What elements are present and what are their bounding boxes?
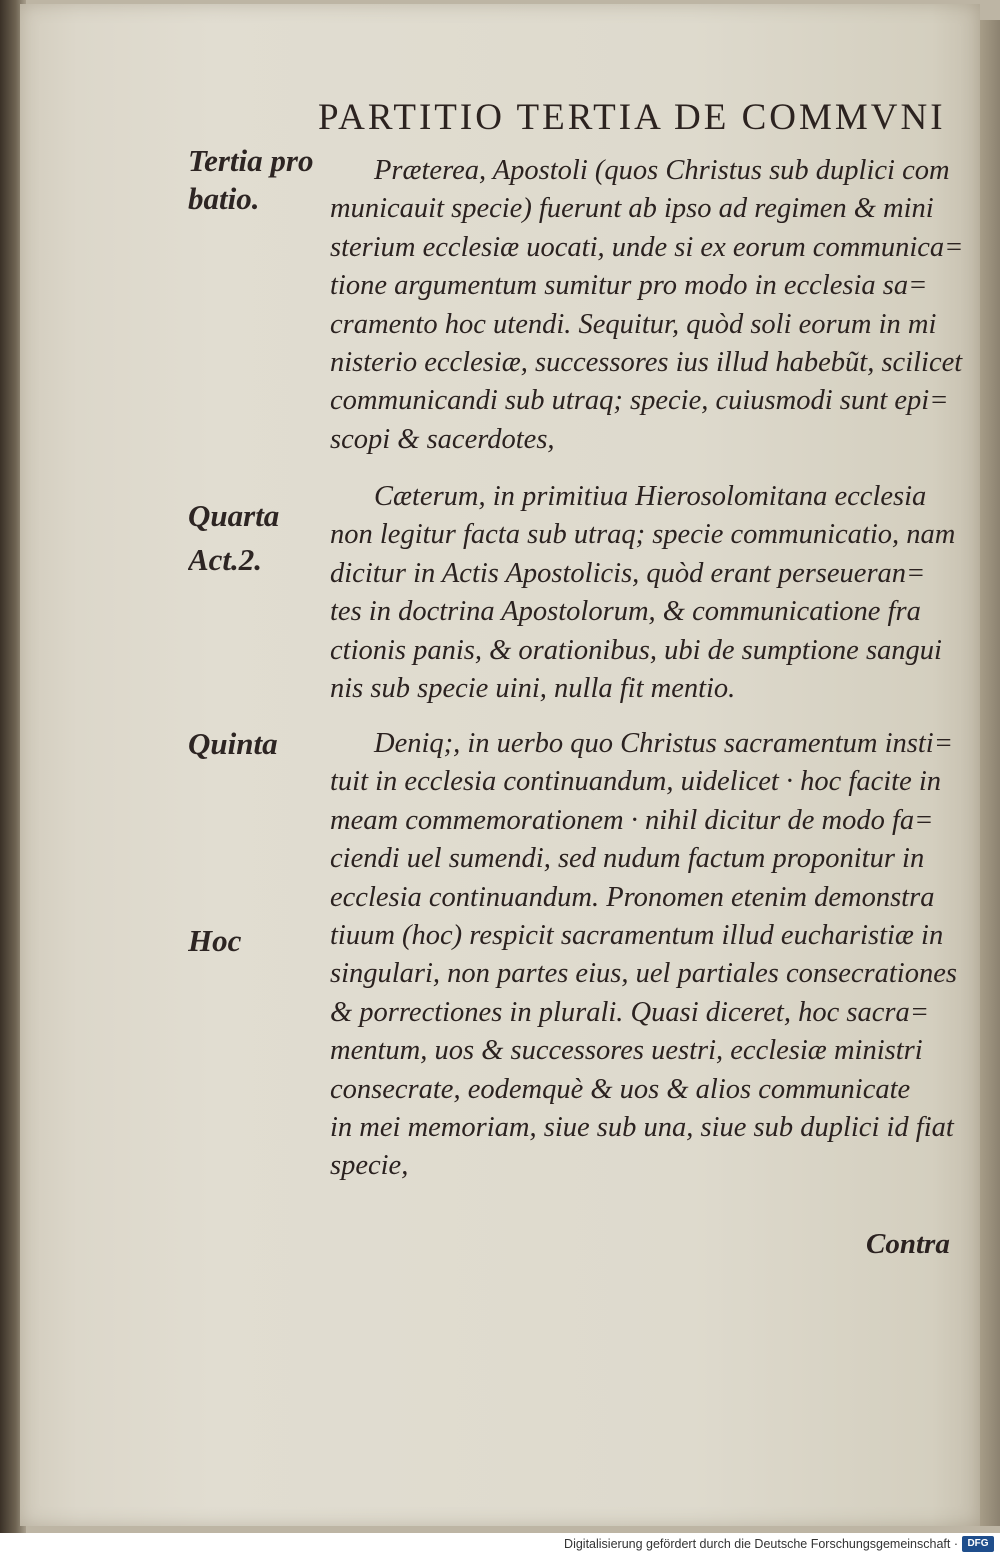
text-line: in mei memoriam, siue sub una, siue sub duplici id fiat xyxy=(330,1111,954,1143)
running-head: PARTITIO TERTIA DE COMMVNI xyxy=(318,97,946,138)
text-line: consecrate, eodemquè & uos & alios communicate xyxy=(330,1073,911,1105)
dfg-logo-icon: DFG xyxy=(962,1536,994,1552)
text-line: Deniq;, in uerbo quo Christus sacramentum insti= xyxy=(374,728,953,759)
text-line: scopi & sacerdotes, xyxy=(330,423,555,455)
margin-note-tertia xyxy=(188,142,338,218)
margin-note-line: batio. xyxy=(188,181,260,216)
text-line: sterium ecclesiæ uocati, unde si ex eorum communica= xyxy=(330,231,964,263)
page-edge xyxy=(980,20,1000,1526)
margin-note-quinta xyxy=(188,725,338,763)
margin-note-hoc xyxy=(188,922,338,960)
text-line: ctionis panis, & orationibus, ubi de sumptione sangui xyxy=(330,634,942,666)
text-line: cramento hoc utendi. Sequitur, quòd soli eorum in mi xyxy=(330,308,937,340)
text-line: communicandi sub utraq; specie, cuiusmodi sunt epi= xyxy=(330,385,949,417)
text-line: tione argumentum sumitur pro modo in ecclesia sa= xyxy=(330,270,928,302)
text-line: nisterio ecclesiæ, successores ius illud habebũt, scilicet xyxy=(330,346,963,378)
text-line: singulari, non partes eius, uel partiales consecrationes xyxy=(330,958,957,990)
text-line: non legitur facta sub utraq; specie communicatio, nam xyxy=(330,519,956,551)
paragraph-2 xyxy=(330,478,970,708)
text-line: tuit in ecclesia continuandum, uidelicet · hoc facite in xyxy=(330,766,942,798)
paragraph-1 xyxy=(330,152,970,459)
margin-note-line: Quarta xyxy=(188,498,280,533)
text-line: tiuum (hoc) respicit sacramentum illud eucharistiæ in xyxy=(330,919,944,951)
text-line: municauit specie) fuerunt ab ipso ad regimen & mini xyxy=(330,193,934,225)
text-line: dicitur in Actis Apostolicis, quòd erant perseueran= xyxy=(330,557,926,589)
text-line: ciendi uel sumendi, sed nudum factum proponitur in xyxy=(330,843,925,875)
text-line: & porrectiones in plurali. Quasi diceret, hoc sacra= xyxy=(330,996,929,1028)
text-line: Cæterum, in primitiua Hierosolomitana ecclesia xyxy=(374,481,927,512)
paragraph-3 xyxy=(330,725,970,1186)
margin-note-line: Tertia pro xyxy=(188,143,314,178)
text-line: tes in doctrina Apostolorum, & communicatione fra xyxy=(330,596,921,628)
digitization-credit: Digitalisierung gefördert durch die Deutsche Forschungsgemeinschaft · xyxy=(564,1537,958,1551)
text-line: Præterea, Apostoli (quos Christus sub duplici com xyxy=(374,155,950,186)
catchword: Contra xyxy=(866,1228,950,1260)
text-line: meam commemorationem · nihil dicitur de modo fa= xyxy=(330,804,934,836)
text-line: nis sub specie uini, nulla fit mentio. xyxy=(330,672,736,704)
margin-note-quarta xyxy=(188,497,338,579)
margin-note-line: Act.2. xyxy=(188,542,263,577)
text-line: ecclesia continuandum. Pronomen etenim demonstra xyxy=(330,881,935,913)
margin-note-line: Quinta xyxy=(188,726,278,761)
text-line: mentum, uos & successores uestri, ecclesiæ ministri xyxy=(330,1035,923,1067)
margin-note-line: Hoc xyxy=(188,923,242,958)
text-line: specie, xyxy=(330,1150,409,1182)
